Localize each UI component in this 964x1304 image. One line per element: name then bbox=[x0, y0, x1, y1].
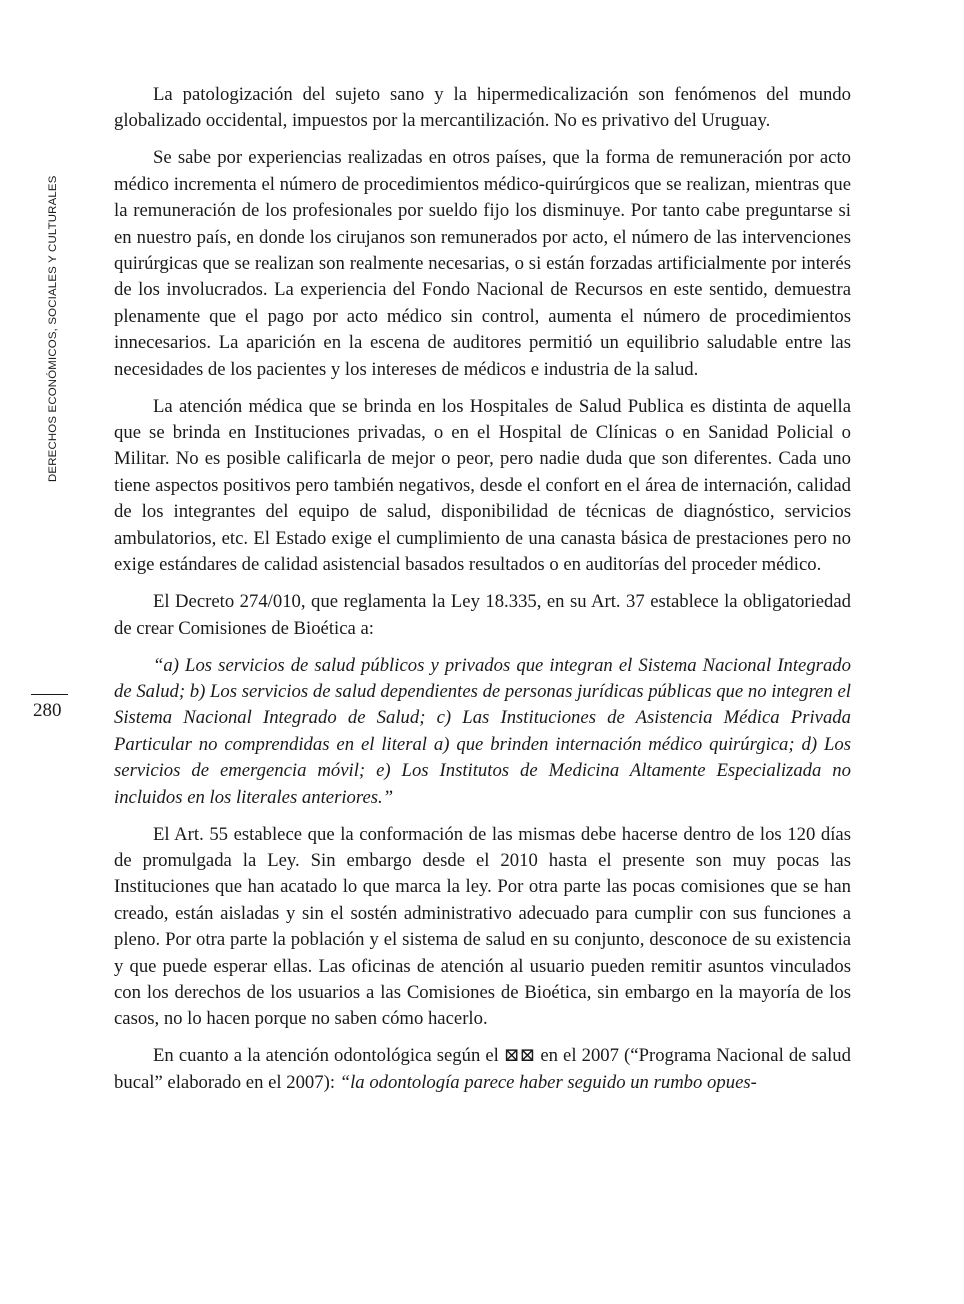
paragraph-last bbox=[114, 1043, 851, 1096]
paragraph: La atención médica que se brinda en los Hospitales de Salud Publica es distinta de aquella que se brinda en Instituciones privadas, o en el Hospital de Clínicas o en Sanidad Policial o Militar. No es posible calificarla de mejor o peor, pero nadie duda que son diferentes. Cada uno tiene aspectos positivos pero también negativos, desde el confort en el área de internación, calidad de los integrantes del equipo de salud, disponibilidad de técnicas de diagnóstico, servicios ambulatorios, etc. El Estado exige el cumplimiento de una canasta básica de prestaciones pero no exige estándares de calidad asistencial basados resultados o en auditorías del proceder médico. bbox=[114, 395, 851, 576]
paragraph: El Decreto 274/010, que reglamenta la Ley 18.335, en su Art. 37 establece la obligatoriedad de crear Comisiones de Bioética a: bbox=[114, 591, 851, 639]
paragraph: Se sabe por experiencias realizadas en otros países, que la forma de remuneración por acto médico incrementa el número de procedimientos médico-quirúrgicos que se realizan, mientras que la remuneración de los profesionales por sueldo fijo los disminuye. Por tanto cabe preguntarse si en nuestro país, en donde los cirujanos son remunerados por acto, el número de las intervenciones quirúrgicas que se realizan son realmente necesarias, o si están forzadas artificialmente por interés de los involucrados. La experiencia del Fondo Nacional de Recursos en este sentido, demuestra plenamente que el pago por acto médico sin control, aumenta el número de procedimientos innecesarios. La aparición en la escena de auditores permitió un equilibrio saludable entre las necesidades de los pacientes y los intereses de médicos e industria de la salud. bbox=[114, 147, 851, 380]
italic-quote-start: “la odontología parece haber seguido un rumbo opues- bbox=[339, 1071, 757, 1093]
body-text bbox=[114, 82, 851, 1107]
page-number: 280 bbox=[33, 700, 62, 721]
paragraph-text: En cuanto a la atención odontológica según el ⊠⊠ en el 2007 (“Programa Nacional de salud bucal” elaborado en el 2007): bbox=[114, 1045, 851, 1093]
page-number-rule bbox=[31, 694, 68, 695]
running-header: DERECHOS ECONÓMICOS, SOCIALES Y CULTURALES bbox=[47, 175, 59, 482]
block-quote: “a) Los servicios de salud públicos y privados que integran el Sistema Nacional Integrado de Salud; b) Los servicios de salud dependientes de personas jurídicas públicas que no integren el Sistema Nacional Integrado de Salud; c) Las Instituciones de Asistencia Médica Privada Particular no comprendidas en el literal a) que brinden internación médico quirúrgica; d) Los servicios de emergencia móvil; e) Los Institutos de Medicina Altamente Especializada no incluidos en los literales anteriores.” bbox=[114, 654, 851, 808]
paragraph: La patologización del sujeto sano y la hipermedicalización son fenómenos del mundo globalizado occidental, impuestos por la mercantilización. No es privativo del Uruguay. bbox=[114, 84, 851, 132]
paragraph: El Art. 55 establece que la conformación de las mismas debe hacerse dentro de los 120 días de promulgada la Ley. Sin embargo desde el 2010 hasta el presente son muy pocas las Instituciones que han acatado lo que marca la ley. Por otra parte las pocas comisiones que se han creado, están aisladas y sin el sostén administrativo adecuado para cumplir con sus funciones a pleno. Por otra parte la población y el sistema de salud en su conjunto, desconoce de su existencia y que puede esperar ellas. Las oficinas de atención al usuario pueden remitir asuntos vinculados con los derechos de los usuarios a las Comisiones de Bioética, sin embargo en la mayoría de los casos, no lo hacen porque no saben cómo hacerlo. bbox=[114, 823, 851, 1030]
